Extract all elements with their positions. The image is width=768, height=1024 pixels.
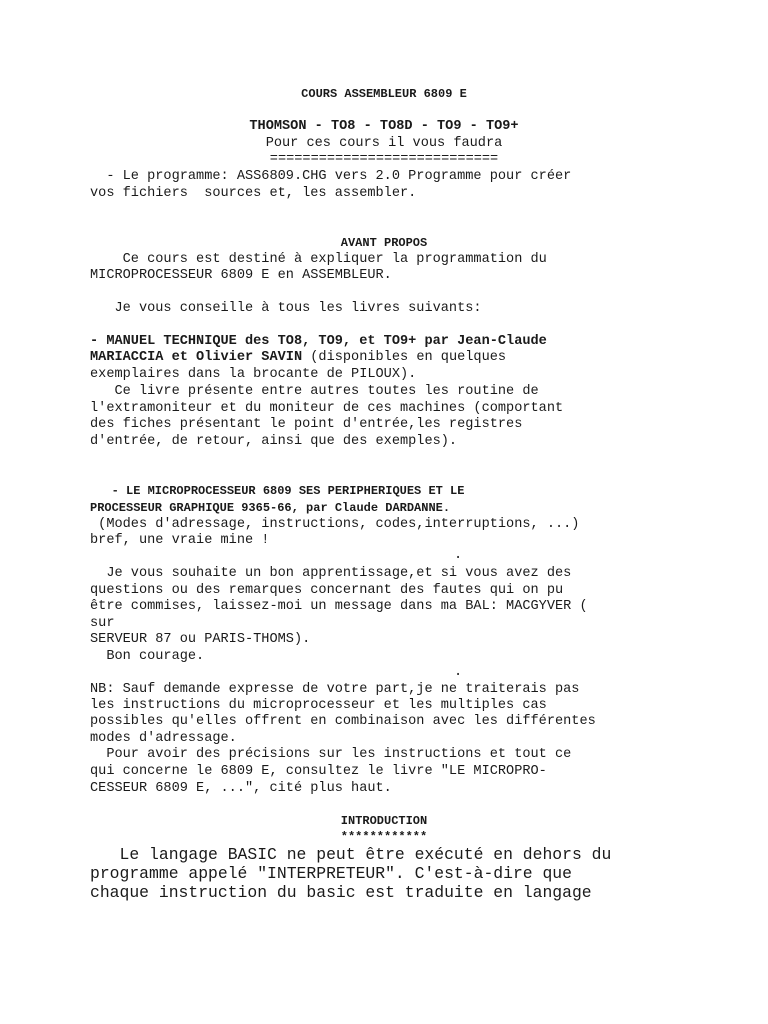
paragraph-line: SERVEUR 87 ou PARIS-THOMS). <box>90 632 311 647</box>
introduction-heading: INTRODUCTION <box>340 814 428 828</box>
book-availability: (disponibles en quelques <box>302 350 507 365</box>
paragraph-line: d'entrée, de retour, ainsi que des exemples). <box>90 434 458 449</box>
paragraph-line: Bon courage. <box>90 649 205 664</box>
paragraph-line: MICROPROCESSEUR 6809 E en ASSEMBLEUR. <box>90 268 392 283</box>
paragraph-line: Je vous souhaite un bon apprentissage,et si vous avez des <box>90 566 572 581</box>
dot-mark: . <box>454 665 463 680</box>
book-title-line: - MANUEL TECHNIQUE des TO8, TO9, et TO9+ par Jean-Claude <box>90 334 547 349</box>
paragraph-line: sur <box>90 616 115 631</box>
separator: ============================ <box>269 152 499 167</box>
machines-line: THOMSON - TO8 - TO8D - TO9 - TO9+ <box>249 119 519 134</box>
intro-line: Le langage BASIC ne peut être exécuté en dehors du <box>90 845 612 864</box>
intro-line: chaque instruction du basic est traduite en langage <box>90 883 592 902</box>
paragraph-line: exemplaires dans la brocante de PILOUX). <box>90 367 417 382</box>
paragraph-line: CESSEUR 6809 E, ...", cité plus haut. <box>90 781 392 796</box>
book-authors: MARIACCIA et Olivier SAVIN <box>90 350 303 365</box>
avant-propos-heading: AVANT PROPOS <box>340 236 428 250</box>
introduction-stars: ************ <box>340 830 428 844</box>
paragraph-line: NB: Sauf demande expresse de votre part,je ne traiterais pas <box>90 682 580 697</box>
paragraph-line: Pour avoir des précisions sur les instructions et tout ce <box>90 747 572 762</box>
paragraph-line: Je vous conseille à tous les livres suivants: <box>90 301 482 316</box>
paragraph-line: possibles qu'elles offrent en combinaison avec les différentes <box>90 714 596 729</box>
paragraph-line: l'extramoniteur et du moniteur de ces machines (comportant <box>90 401 564 416</box>
paragraph-line: Ce livre présente entre autres toutes les routine de <box>90 384 539 399</box>
doc-title: COURS ASSEMBLEUR 6809 E <box>301 87 467 101</box>
requirement-line: - Le programme: ASS6809.CHG vers 2.0 Programme pour créer <box>90 169 572 184</box>
book-authors-line <box>90 350 506 366</box>
intro-line: programme appelé "INTERPRETEUR". C'est-à-dire que <box>90 864 572 883</box>
paragraph-line: des fiches présentant le point d'entrée,les registres <box>90 417 523 432</box>
paragraph-line: être commises, laissez-moi un message dans ma BAL: MACGYVER ( <box>90 599 588 614</box>
paragraph-line: Ce cours est destiné à expliquer la programmation du <box>90 252 547 267</box>
book-title-line: PROCESSEUR GRAPHIQUE 9365-66, par Claude DARDANNE. <box>90 501 451 515</box>
paragraph-line: bref, une vraie mine ! <box>90 533 270 548</box>
need-intro: Pour ces cours il vous faudra <box>265 136 503 151</box>
paragraph-line: modes d'adressage. <box>90 731 237 746</box>
paragraph-line: (Modes d'adressage, instructions, codes,interruptions, ...) <box>90 517 580 532</box>
dot-mark: . <box>454 548 463 563</box>
requirement-line: vos fichiers sources et, les assembler. <box>90 186 417 201</box>
paragraph-line: les instructions du microprocesseur et les multiples cas <box>90 698 547 713</box>
paragraph-line: questions ou des remarques concernant des fautes qui on pu <box>90 583 564 598</box>
paragraph-line: qui concerne le 6809 E, consultez le livre "LE MICROPRO- <box>90 764 547 779</box>
book-title-line: - LE MICROPROCESSEUR 6809 SES PERIPHERIQUES ET LE <box>90 484 465 498</box>
